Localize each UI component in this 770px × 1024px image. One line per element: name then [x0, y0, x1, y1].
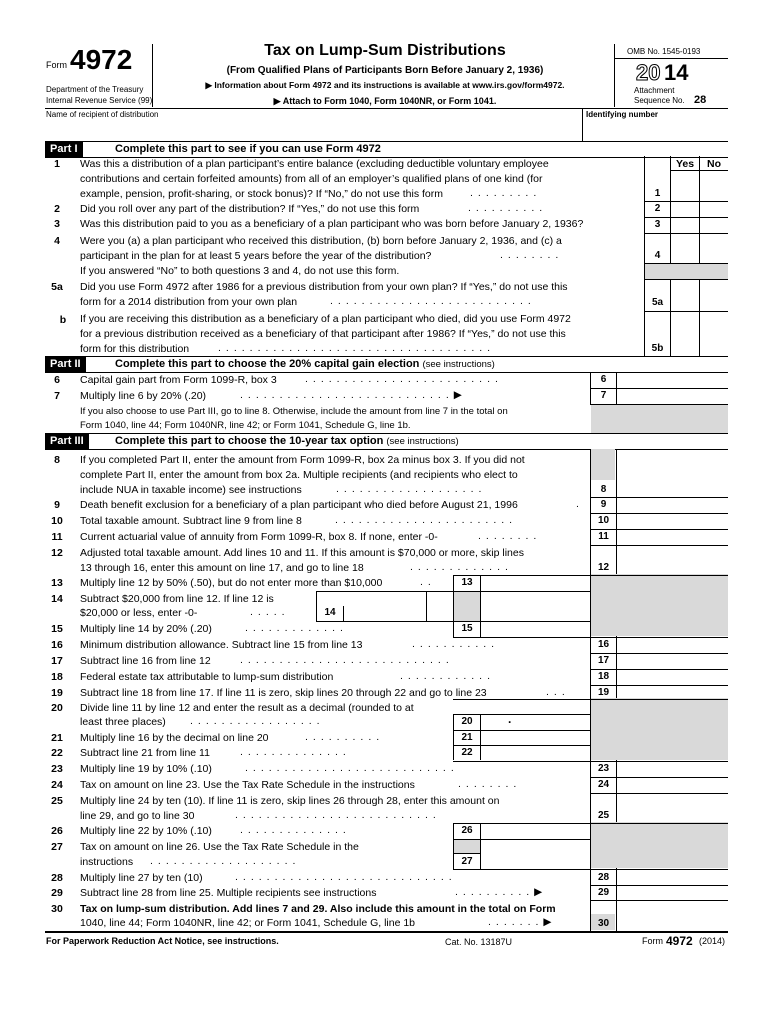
line-22-amount[interactable]	[481, 746, 589, 760]
line-7-amount[interactable]	[617, 389, 727, 403]
attachment-label: Attachment	[634, 86, 675, 95]
line-10-amount[interactable]	[617, 514, 727, 528]
line-2-box-label: 2	[654, 203, 661, 214]
paperwork-notice: For Paperwork Reduction Act Notice, see instructions.	[46, 936, 279, 946]
footer-year: (2014)	[699, 936, 726, 946]
part-1-header	[45, 141, 728, 158]
line-2-yes-box[interactable]	[671, 202, 698, 216]
part-2-note-b: Form 1040, line 44; Form 1040NR, line 42; or Form 1041, Schedule G, line 1b.	[80, 420, 411, 431]
line-23-text: Multiply line 19 by 10% (.10)	[80, 763, 212, 775]
line-5a-number: 5a	[51, 281, 63, 293]
line-5b-text-b: for a previous distribution received as a beneficiary of that participant after 1986? If “Yes,” do not use this	[80, 328, 566, 340]
line-9-text: Death benefit exclusion for a beneficiary of a plan participant who died before August 21, 1996	[80, 499, 518, 511]
part-3-title-note: (see instructions)	[386, 436, 459, 447]
line-14-text-a: Subtract $20,000 from line 12. If line 12 is	[80, 593, 274, 605]
line-26-amount[interactable]	[481, 824, 589, 838]
form-title: Tax on Lump-Sum Distributions	[264, 42, 506, 59]
identifying-number-label: Identifying number	[586, 110, 658, 119]
line-15-amount[interactable]	[481, 622, 589, 636]
line-16-text: Minimum distribution allowance. Subtract line 15 from line 13	[80, 639, 363, 651]
line-1-text-b: contributions and certain forfeited amounts) from all of an employer’s qualified plans of one kind (for	[80, 173, 543, 185]
year-outline: 20	[636, 60, 661, 85]
line-15-text: Multiply line 14 by 20% (.20)	[80, 623, 212, 635]
line-14-amount[interactable]	[344, 606, 425, 620]
line-5a-text-b: form for a 2014 distribution from your own plan	[80, 296, 298, 308]
line-12-amount[interactable]	[617, 560, 727, 574]
footer-form-number: 4972	[666, 934, 693, 948]
info-line: ▶ Information about Form 4972 and its instructions is available at www.irs.gov/form4972.	[205, 80, 565, 90]
sequence-label: Sequence No.	[634, 96, 685, 105]
line-27-text-a: Tax on amount on line 26. Use the Tax Rate Schedule in the	[80, 841, 359, 853]
part-1-title: Complete this part to see if you can use Form 4972	[115, 143, 381, 155]
line-29-amount[interactable]	[617, 886, 727, 900]
part-3-header	[45, 433, 728, 450]
line-4-yes-box[interactable]	[671, 248, 698, 262]
catalog-number: Cat. No. 13187U	[445, 937, 513, 947]
line-24-text: Tax on amount on line 23. Use the Tax Rate Schedule in the instructions	[80, 779, 415, 791]
part-2-header	[45, 356, 728, 373]
line-4-no-box[interactable]	[700, 248, 727, 262]
yes-column-header: Yes	[675, 158, 695, 170]
line-20-decimal-point: .	[508, 712, 512, 726]
part-2-title: Complete this part to choose the 20% capital gain election	[115, 358, 420, 370]
identifying-number-field[interactable]	[586, 121, 726, 139]
line-5b-yes-box[interactable]	[671, 342, 698, 355]
line-14-text-b: $20,000 or less, enter -0-	[80, 607, 198, 619]
line-4-text-a: Were you (a) a plan participant who received this distribution, (b) born before January 2, 1936, and (c) a	[80, 235, 562, 247]
line-30-amount[interactable]	[617, 916, 727, 930]
line-11-amount[interactable]	[617, 530, 727, 544]
line-11-text: Current actuarial value of annuity from Form 1099-R, box 8. If none, enter -0-	[80, 531, 438, 543]
line-8-text-a: If you completed Part II, enter the amount from Form 1099-R, box 2a minus box 3. If you did not	[80, 454, 525, 466]
line-22-text: Subtract line 21 from line 11	[80, 747, 210, 759]
line-29-text: Subtract line 28 from line 25. Multiple recipients see instructions	[80, 887, 377, 899]
line-8-amount[interactable]	[617, 482, 727, 496]
line-3-no-box[interactable]	[700, 218, 727, 232]
line-2-no-box[interactable]	[700, 202, 727, 216]
line-27-amount[interactable]	[481, 854, 589, 868]
line-1-yes-box[interactable]	[671, 186, 698, 200]
line-1-no-box[interactable]	[700, 186, 727, 200]
line-12-text-b: 13 through 16, enter this amount on line 17, and go to line 18	[80, 562, 364, 574]
line-20-text-a: Divide line 11 by line 12 and enter the result as a decimal (rounded to at	[80, 702, 414, 714]
line-3-box-label: 3	[654, 219, 661, 230]
line-3-text: Was this distribution paid to you as a beneficiary of a plan participant who was born before January 2, 1936?	[80, 218, 584, 230]
line-4-text-b: participant in the plan for at least 5 years before the year of the distribution?	[80, 250, 432, 262]
form-number: 4972	[70, 44, 133, 75]
line-17-text: Subtract line 16 from line 12	[80, 655, 211, 667]
line-9-amount[interactable]	[617, 498, 727, 512]
line-1-box-label: 1	[654, 188, 661, 199]
line-24-amount[interactable]	[617, 778, 727, 792]
part-2-title-note: (see instructions)	[422, 359, 495, 370]
line-8-text-b: complete Part II, enter the amount from box 2a. Multiple recipients (and recipients who elect to	[80, 469, 518, 481]
line-26-text: Multiply line 22 by 10% (.10)	[80, 825, 212, 837]
line-5b-number: b	[59, 314, 67, 326]
line-2-text: Did you roll over any part of the distribution? If “Yes,” do not use this form	[80, 203, 420, 215]
form-subtitle: (From Qualified Plans of Participants Born Before January 2, 1936)	[226, 65, 544, 76]
part-3-label: Part III	[45, 434, 89, 449]
line-8-text-c: include NUA in taxable income) see instructions	[80, 484, 302, 496]
line-4-number: 4	[54, 235, 60, 247]
line-23-amount[interactable]	[617, 762, 727, 776]
line-21-amount[interactable]	[481, 731, 589, 745]
year-bold: 14	[664, 60, 689, 85]
line-7-text: Multiply line 6 by 20% (.20)	[80, 390, 207, 402]
line-20-amount[interactable]	[481, 715, 589, 729]
line-1-text-a: Was this a distribution of a plan participant’s entire balance (excluding deductible voluntary employee	[80, 158, 549, 170]
sequence-number: 28	[694, 94, 707, 106]
recipient-name-label: Name of recipient of distribution	[46, 110, 159, 119]
part-2-note-a: If you also choose to use Part III, go to line 8. Otherwise, include the amount from line 7 in the total on	[80, 406, 508, 417]
line-6-number: 6	[54, 374, 60, 386]
omb-number: OMB No. 1545-0193	[627, 47, 701, 56]
line-5b-no-box[interactable]	[700, 342, 727, 355]
line-10-text: Total taxable amount. Subtract line 9 from line 8	[80, 515, 302, 527]
line-28-amount[interactable]	[617, 871, 727, 885]
line-25-amount[interactable]	[617, 808, 727, 822]
part-1-label: Part I	[45, 142, 83, 157]
no-column-header: No	[707, 158, 721, 170]
line-6-box-label: 6	[600, 374, 607, 385]
footer-form-word: Form	[642, 936, 663, 946]
line-13-amount[interactable]	[481, 576, 589, 590]
line-1-number: 1	[54, 158, 60, 170]
line-19-amount[interactable]	[617, 686, 727, 700]
line-5a-box-label: 5a	[651, 297, 664, 308]
line-5b-text-c: form for this distribution	[80, 343, 190, 355]
line-6-amount[interactable]	[617, 373, 727, 387]
part-2-label: Part II	[45, 357, 86, 372]
line-17-amount[interactable]	[617, 654, 727, 668]
line-20-text-b: least three places)	[80, 716, 166, 728]
line-7-box-label: 7	[600, 390, 607, 401]
form-word: Form	[46, 60, 67, 70]
line-16-amount[interactable]	[617, 638, 727, 652]
line-13-text: Multiply line 12 by 50% (.50), but do not enter more than $10,000	[80, 577, 383, 589]
line-25-text-a: Multiply line 24 by ten (10). If line 11 is zero, skip lines 26 through 28, enter this amount on	[80, 795, 500, 807]
line-5b-box-label: 5b	[651, 343, 664, 354]
dept-treasury: Department of the Treasury	[46, 85, 144, 94]
line-30-text-a: Tax on lump-sum distribution. Add lines 7 and 29. Also include this amount in the total on Form	[80, 903, 556, 915]
line-7-number: 7	[54, 390, 60, 402]
dept-irs: Internal Revenue Service (99)	[46, 96, 153, 105]
line-12-text-a: Adjusted total taxable amount. Add lines 10 and 11. If this amount is $70,000 or more, skip lines	[80, 547, 524, 559]
line-18-amount[interactable]	[617, 670, 727, 684]
line-5a-yes-box[interactable]	[671, 295, 698, 309]
line-18-text: Federal estate tax attributable to lump-sum distribution	[80, 671, 334, 683]
line-25-text-b: line 29, and go to line 30	[80, 810, 195, 822]
recipient-name-field[interactable]	[46, 121, 576, 139]
line-19-text: Subtract line 18 from line 17. If line 11 is zero, skip lines 20 through 22 and go to line 23	[80, 687, 487, 699]
line-6-text: Capital gain part from Form 1099-R, box 3	[80, 374, 277, 386]
line-28-text: Multiply line 27 by ten (10)	[80, 872, 203, 884]
line-4-box-label: 4	[654, 250, 661, 261]
part-3-title: Complete this part to choose the 10-year tax option	[115, 435, 384, 447]
line-1-text-c: example, pension, profit-sharing, or stock bonus)? If “No,” do not use this form	[80, 188, 444, 200]
line-2-number: 2	[54, 203, 60, 215]
line-30-text-b: 1040, line 44; Form 1040NR, line 42; or Form 1041, Schedule G, line 1b	[80, 917, 416, 929]
line-3-yes-box[interactable]	[671, 218, 698, 232]
line-27-text-b: instructions	[80, 856, 134, 868]
line-4-note: If you answered “No” to both questions 3 and 4, do not use this form.	[80, 265, 400, 277]
line-5a-no-box[interactable]	[700, 295, 727, 309]
line-3-number: 3	[54, 218, 60, 230]
line-5a-text-a: Did you use Form 4972 after 1986 for a previous distribution from your own plan? If “Yes,” do not use this	[80, 281, 568, 293]
line-5b-text-a: If you are receiving this distribution as a beneficiary of a plan participant who died, did you use Form 4972	[80, 313, 571, 325]
attach-line: ▶ Attach to Form 1040, Form 1040NR, or Form 1041.	[273, 96, 497, 106]
line-21-text: Multiply line 16 by the decimal on line 20	[80, 732, 269, 744]
